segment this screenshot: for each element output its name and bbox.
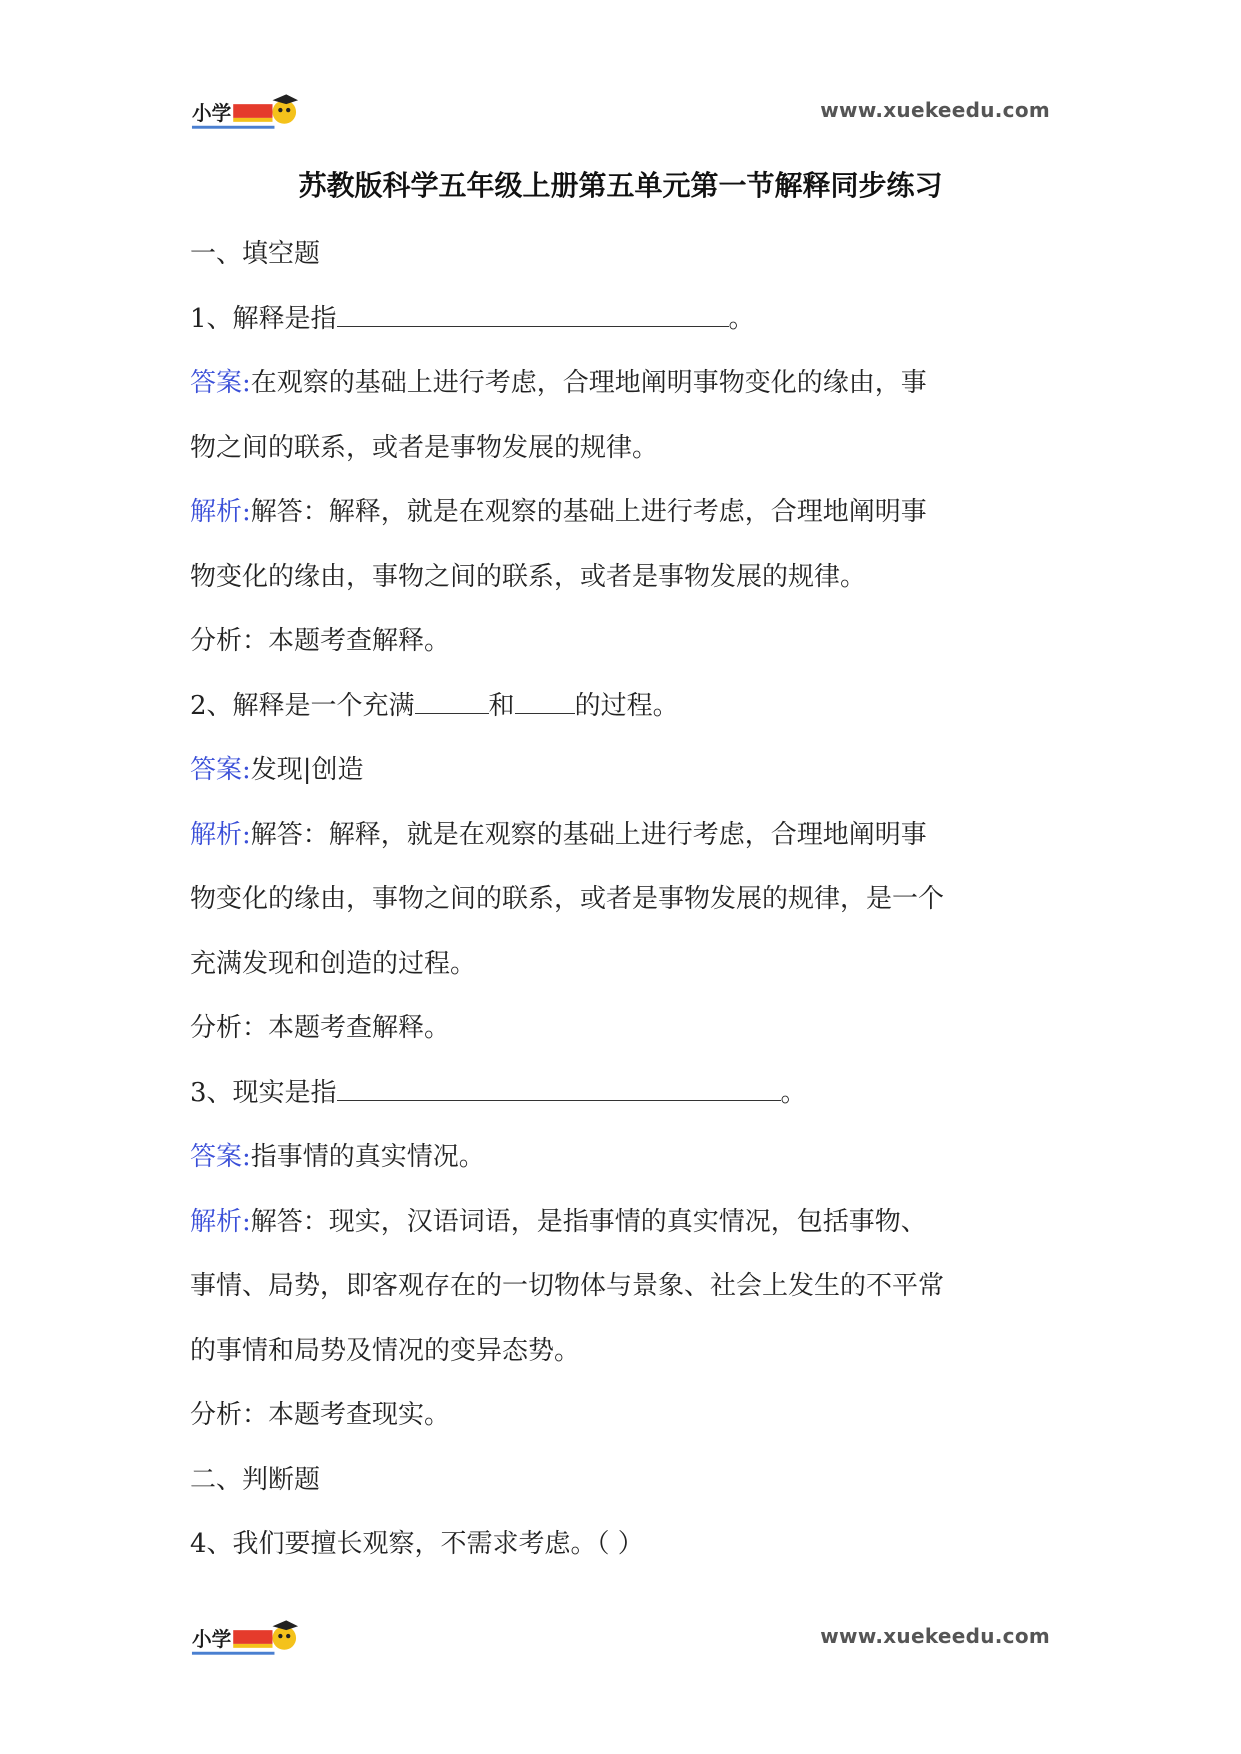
analysis-line: 事情、局势，即客观存在的一切物体与景象、社会上发生的不平常 <box>190 1271 945 1301</box>
analysis-line: 的事情和局势及情况的变异态势。 <box>190 1335 581 1366</box>
question-3 <box>190 1061 1060 1126</box>
page-footer <box>190 1610 1050 1670</box>
analysis-line <box>190 480 1060 545</box>
answer-blank <box>415 687 489 714</box>
analysis-line: 物变化的缘由，事物之间的联系，或者是事物发展的规律。 <box>190 561 867 592</box>
analysis-line: 充满发现和创造的过程。 <box>190 948 477 979</box>
answer-text: 指事情的真实情况。 <box>250 1142 485 1172</box>
question-text: 。 <box>780 1077 807 1108</box>
answer-blank <box>515 687 575 714</box>
exercise-content <box>190 222 1060 1577</box>
analysis-line <box>190 1190 1060 1255</box>
answer-line <box>190 351 1060 416</box>
analysis-text: 解答：现实，汉语词语，是指事情的真实情况，包括事物、 <box>250 1206 927 1237</box>
xiaoxue-logo-icon <box>190 1616 300 1662</box>
question-text: 3、现实是指 <box>190 1077 337 1108</box>
section-heading-fill-blank: 一、填空题 <box>190 239 321 269</box>
question-text: 。 <box>728 303 755 334</box>
page-title: 苏教版科学五年级上册第五单元第一节解释同步练习 <box>298 169 943 202</box>
question-text: 1、解释是指 <box>190 303 337 334</box>
question-2 <box>190 674 1060 739</box>
question-text: 的过程。 <box>574 690 679 721</box>
analysis-tag: 解析: <box>190 1206 251 1237</box>
note-line: 分析：本题考查解释。 <box>190 1013 451 1043</box>
question-1 <box>190 287 1060 352</box>
section-heading-true-false: 二、判断题 <box>190 1464 321 1495</box>
note-line: 分析：本题考查现实。 <box>190 1400 451 1430</box>
analysis-tag: 解析: <box>190 819 251 850</box>
answer-tag: 答案: <box>190 1142 251 1172</box>
analysis-line <box>190 803 1060 868</box>
question-text: 2、解释是一个充满 <box>190 690 415 721</box>
question-4: 4、我们要擅长观察，不需求考虑。（ ） <box>190 1529 644 1559</box>
analysis-text: 解答：解释，就是在观察的基础上进行考虑，合理地阐明事 <box>250 819 927 850</box>
note-line: 分析：本题考查解释。 <box>190 626 451 656</box>
xiaoxue-logo-icon <box>190 90 300 136</box>
analysis-line: 物变化的缘由，事物之间的联系，或者是事物发展的规律，是一个 <box>190 884 945 914</box>
answer-blank <box>337 1074 781 1101</box>
answer-line <box>190 738 1060 803</box>
site-url: www.xuekeedu.com <box>820 1624 1050 1648</box>
analysis-text: 解答：解释，就是在观察的基础上进行考虑，合理地阐明事 <box>250 497 927 527</box>
answer-tag: 答案: <box>190 755 251 785</box>
site-url: www.xuekeedu.com <box>820 98 1050 122</box>
analysis-tag: 解析: <box>190 497 251 527</box>
answer-line: 物之间的联系，或者是事物发展的规律。 <box>190 432 659 463</box>
answer-tag: 答案: <box>190 368 251 398</box>
answer-text: 发现|创造 <box>250 755 364 785</box>
page-header <box>190 84 1050 144</box>
answer-text: 在观察的基础上进行考虑，合理地阐明事物变化的缘由，事 <box>250 368 927 398</box>
answer-blank <box>337 300 729 327</box>
question-text: 和 <box>488 690 515 721</box>
answer-line <box>190 1125 1060 1190</box>
